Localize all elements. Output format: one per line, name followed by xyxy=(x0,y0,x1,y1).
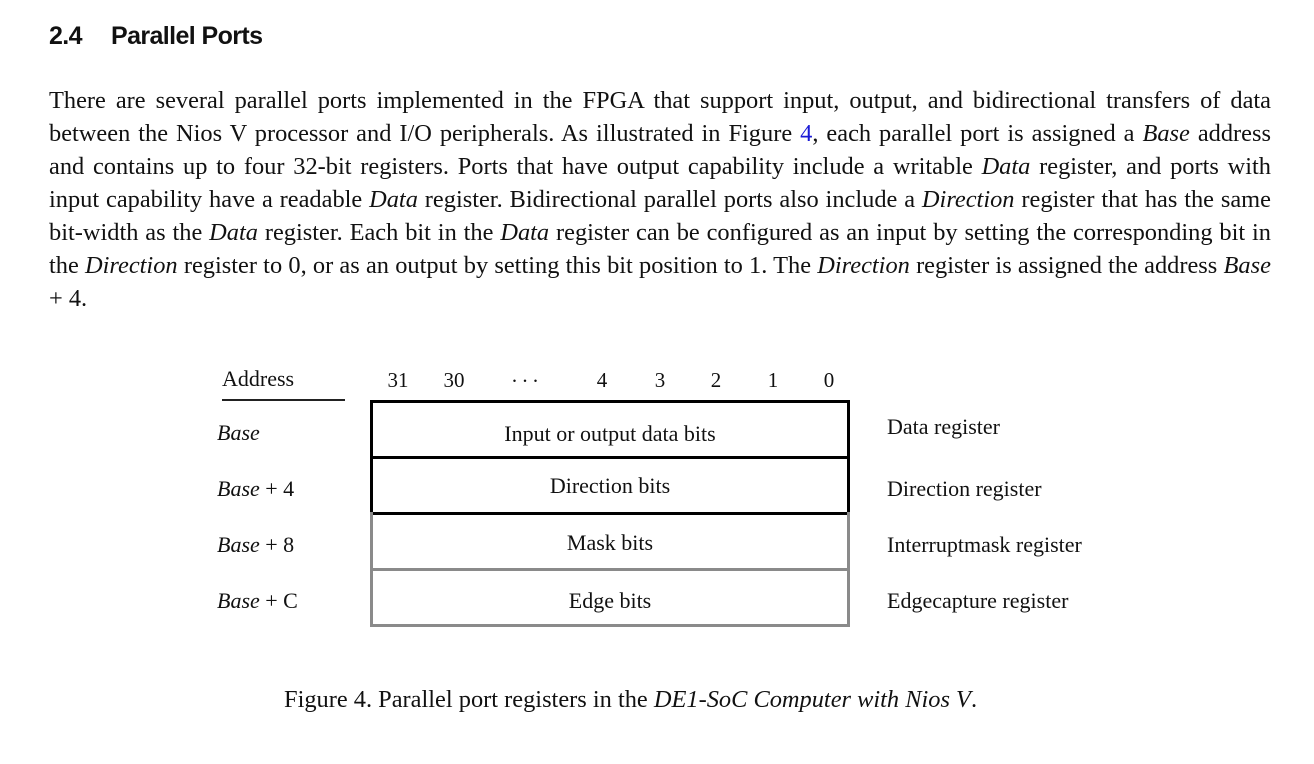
bit-label-3: 3 xyxy=(654,368,666,392)
direction-register-box xyxy=(370,456,850,515)
sentence: register is assigned the address xyxy=(916,252,1218,279)
address-offset: + 8 xyxy=(265,532,295,557)
section-number: 2.4 xyxy=(49,22,82,50)
address-offset: + 4 xyxy=(265,476,295,501)
section-title: Parallel Ports xyxy=(111,22,263,50)
term-base: Base xyxy=(1223,252,1271,279)
address-base: Base xyxy=(217,532,260,557)
bit-label-ellipsis: . . . xyxy=(511,363,539,387)
bit-label-0: 0 xyxy=(823,368,835,392)
data-register-box xyxy=(370,400,850,459)
section-heading xyxy=(49,22,262,51)
term-base: Base xyxy=(1142,120,1190,147)
sentence: register that has the same bit-width as the xyxy=(49,186,1271,246)
address-base: Base xyxy=(217,420,260,445)
address-header: Address xyxy=(222,366,295,391)
sentence: , each parallel port is assigned a xyxy=(812,120,1135,147)
register-name: Interruptmask register xyxy=(887,532,1082,557)
term-data: Data xyxy=(500,219,550,246)
edge-register-box xyxy=(370,568,850,627)
row-address xyxy=(217,420,260,446)
address-base: Base xyxy=(217,476,260,501)
term-data: Data xyxy=(369,186,418,213)
sentence: register can be configured as an input by setting the corresponding bit in the xyxy=(49,219,1271,279)
caption-italic: DE1-SoC Computer with Nios V xyxy=(653,686,971,713)
sentence: register. Each bit in the xyxy=(264,219,494,246)
term-data: Data xyxy=(981,153,1031,180)
register-name: Edgecapture register xyxy=(887,588,1069,613)
register-name: Direction register xyxy=(887,476,1042,501)
register-name: Data register xyxy=(887,414,1000,439)
row-address xyxy=(217,476,294,502)
row-address xyxy=(217,532,294,558)
register-field: Direction bits xyxy=(549,473,671,498)
caption-text: Figure 4. Parallel port registers in the xyxy=(284,686,648,713)
sentence: register, and ports with input capability have a readable xyxy=(49,153,1271,213)
caption-period: . xyxy=(970,686,978,713)
register-field: Input or output data bits xyxy=(504,421,716,446)
figure-link[interactable]: 4 xyxy=(800,120,813,147)
bit-label-30: 30 xyxy=(443,368,465,392)
register-field: Mask bits xyxy=(566,530,654,555)
bit-label-1: 1 xyxy=(767,368,779,392)
sentence: address and contains up to four 32-bit registers. Ports that have output capability include a writable xyxy=(49,120,1271,180)
bit-label-2: 2 xyxy=(710,368,722,392)
term-data: Data xyxy=(209,219,258,246)
sentence: + 4. xyxy=(49,285,88,312)
sentence: register. Bidirectional parallel ports also include a xyxy=(424,186,916,213)
address-base: Base xyxy=(217,588,260,613)
bit-label-4: 4 xyxy=(596,368,608,392)
address-offset: + C xyxy=(265,588,298,613)
bit-label-31: 31 xyxy=(387,368,409,392)
sentence: register to 0, or as an output by setting this bit position to 1. The xyxy=(183,252,812,279)
sentence: As illustrated in Figure xyxy=(560,120,793,147)
address-header-rule xyxy=(222,399,345,401)
sentence: There are several parallel ports implemented in the FPGA that support input, output, and bidirectional transfers of data between the Nios V processor and I/O peripherals. xyxy=(49,87,1271,147)
term-direction: Direction xyxy=(85,252,178,279)
term-direction: Direction xyxy=(817,252,910,279)
mask-register-box xyxy=(370,512,850,571)
figure-caption xyxy=(284,686,977,714)
register-field: Edge bits xyxy=(568,588,652,613)
body-paragraph xyxy=(49,84,1271,315)
term-direction: Direction xyxy=(921,186,1015,213)
row-address xyxy=(217,588,298,614)
